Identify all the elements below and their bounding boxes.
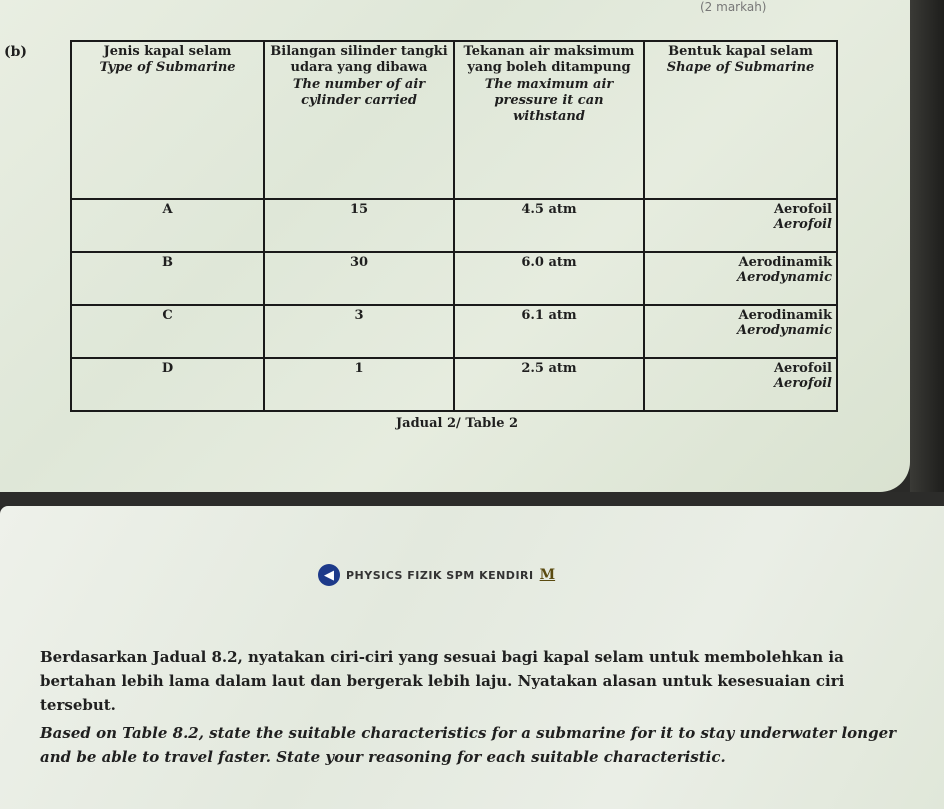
cell-type: A [71, 199, 264, 252]
brand-mark: M [539, 567, 556, 583]
header-scribble: (2 markah) [700, 0, 767, 14]
cell-shape: Aerodinamik Aerodynamic [644, 252, 837, 305]
play-icon: ◀ [318, 564, 340, 586]
submarine-table [70, 40, 838, 412]
cell-shape: Aerodinamik Aerodynamic [644, 305, 837, 358]
right-edge-shadow [910, 0, 944, 492]
table-row [71, 305, 837, 358]
table-row [71, 252, 837, 305]
cell-pressure: 6.0 atm [454, 252, 644, 305]
cell-cylinders: 1 [264, 358, 454, 411]
table-row [71, 199, 837, 252]
brand-watermark [318, 560, 555, 590]
question-malay: Berdasarkan Jadual 8.2, nyatakan ciri-ciri yang sesuai bagi kapal selam untuk membolehkan ia bertahan lebih lama dalam laut dan bergerak lebih laju. Nyatakan alasan untuk kesesuaian ciri tersebut. [40, 648, 845, 714]
cell-pressure: 6.1 atm [454, 305, 644, 358]
cell-pressure: 2.5 atm [454, 358, 644, 411]
cell-shape: Aerofoil Aerofoil [644, 199, 837, 252]
question-block [40, 645, 920, 769]
brand-text: PHYSICS FIZIK SPM KENDIRI [346, 568, 534, 582]
header-type: Jenis kapal selam Type of Submarine [71, 41, 264, 199]
cell-cylinders: 3 [264, 305, 454, 358]
table-row [71, 358, 837, 411]
part-label: (b) [4, 44, 28, 60]
cell-type: B [71, 252, 264, 305]
cell-pressure: 4.5 atm [454, 199, 644, 252]
table-caption: Jadual 2/ Table 2 [396, 416, 519, 431]
cell-shape: Aerofoil Aerofoil [644, 358, 837, 411]
header-shape: Bentuk kapal selam Shape of Submarine [644, 41, 837, 199]
header-cylinders: Bilangan silinder tangki udara yang dibawa The number of air cylinder carried [264, 41, 454, 199]
question-english: Based on Table 8.2, state the suitable characteristics for a submarine for it to stay underwater longer and be able to travel faster. State your reasoning for each suitable characteristic. [40, 724, 897, 766]
cell-cylinders: 30 [264, 252, 454, 305]
cell-type: D [71, 358, 264, 411]
table-header-row [71, 41, 837, 199]
cell-type: C [71, 305, 264, 358]
header-pressure: Tekanan air maksimum yang boleh ditampung The maximum air pressure it can withstand [454, 41, 644, 199]
cell-cylinders: 15 [264, 199, 454, 252]
page-gap [0, 492, 944, 506]
